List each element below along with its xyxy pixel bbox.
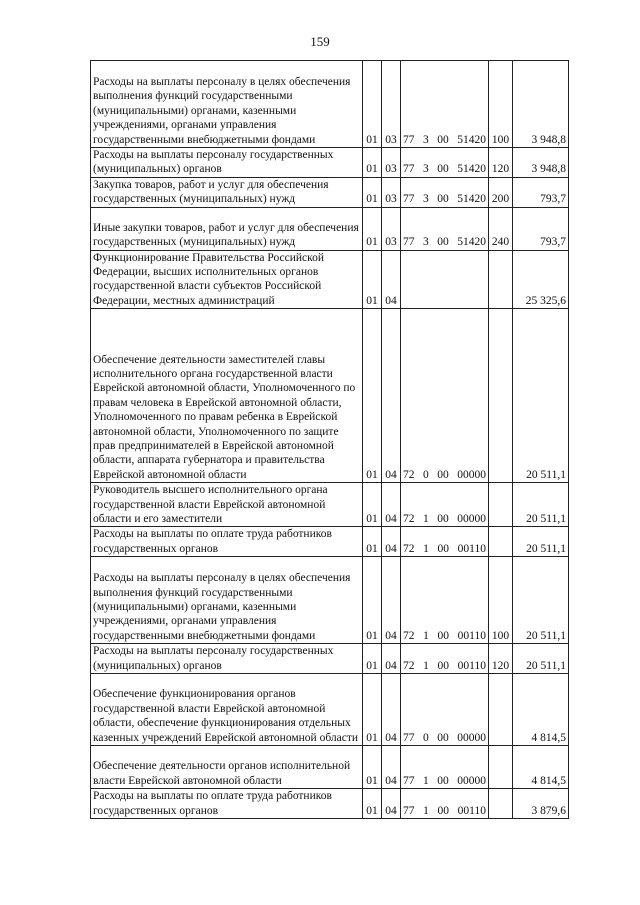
target-article-part: 1 (423, 804, 429, 817)
expense-type-cell (489, 250, 513, 309)
expense-name-cell: Руководитель высшего исполнительного органа государственной власти Еврейской автономной области и его заместители (91, 483, 363, 527)
target-article-part: 77 (403, 774, 415, 787)
target-article-part: 0 (423, 468, 429, 481)
table-row (91, 207, 569, 250)
section-code-cell: 01 (363, 789, 382, 819)
expense-type-cell (489, 483, 513, 527)
target-article-cell (401, 177, 489, 207)
target-article-part: 51420 (457, 133, 486, 146)
table-row (91, 177, 569, 207)
expense-type-cell: 100 (489, 61, 513, 148)
target-article-cell (401, 148, 489, 178)
target-article-part: 00110 (457, 542, 486, 555)
target-article-part: 00 (437, 731, 449, 744)
target-article-part: 1 (423, 659, 429, 672)
table-row (91, 309, 569, 483)
subsection-code-cell: 04 (382, 557, 401, 644)
section-code-cell: 01 (363, 644, 382, 674)
expense-type-cell (489, 309, 513, 483)
amount-cell: 20 511,1 (513, 644, 569, 674)
target-article-part: 77 (403, 804, 415, 817)
target-article-part: 0 (423, 731, 429, 744)
target-article-part: 00 (437, 193, 449, 206)
amount-cell: 20 511,1 (513, 483, 569, 527)
subsection-code-cell: 04 (382, 746, 401, 789)
subsection-code-cell: 04 (382, 674, 401, 746)
target-article-part: 00 (437, 629, 450, 642)
subsection-code-cell: 03 (382, 177, 401, 207)
target-article-part: 51420 (457, 236, 486, 249)
expense-type-cell: 100 (489, 557, 513, 644)
budget-table-body (91, 61, 569, 819)
target-article-part: 00110 (457, 659, 486, 672)
target-article-cell (401, 557, 489, 644)
target-article-part: 00 (437, 468, 449, 481)
expense-type-cell (489, 746, 513, 789)
subsection-code-cell: 04 (382, 483, 401, 527)
target-article-cell (401, 61, 489, 148)
expense-name-cell: Расходы на выплаты по оплате труда работников государственных органов (91, 789, 363, 819)
page-number: 159 (310, 34, 330, 49)
table-row (91, 483, 569, 527)
target-article-cell (401, 527, 489, 557)
target-article-part: 00 (437, 163, 449, 176)
amount-cell: 3 879,6 (513, 789, 569, 819)
target-article-part: 72 (403, 513, 415, 526)
amount-cell: 793,7 (513, 177, 569, 207)
target-article-part: 00000 (457, 731, 486, 744)
subsection-code-cell: 04 (382, 250, 401, 309)
target-article-part: 51420 (457, 193, 486, 206)
target-article-part: 77 (403, 193, 415, 206)
target-article-cell (401, 250, 489, 309)
target-article-part: 00 (437, 542, 450, 555)
expense-type-cell: 120 (489, 148, 513, 178)
target-article-part: 3 (423, 133, 429, 146)
amount-cell: 3 948,8 (513, 61, 569, 148)
table-row (91, 674, 569, 746)
table-row (91, 250, 569, 309)
table-row (91, 527, 569, 557)
expense-name-cell: Расходы на выплаты персоналу в целях обеспечения выполнения функций государственными (муниципальными) органами, казенными учреждениями, органами управления государственными внебюджетными фондами (91, 557, 363, 644)
target-article-cell (401, 746, 489, 789)
table-row (91, 746, 569, 789)
amount-cell: 793,7 (513, 207, 569, 250)
expense-type-cell (489, 789, 513, 819)
target-article-cell (401, 789, 489, 819)
table-row (91, 644, 569, 674)
section-code-cell: 01 (363, 483, 382, 527)
expense-name-cell: Расходы на выплаты персоналу государственных (муниципальных) органов (91, 644, 363, 674)
expense-type-cell (489, 527, 513, 557)
expense-name-cell: Обеспечение деятельности органов исполнительной власти Еврейской автономной области (91, 746, 363, 789)
target-article-cell (401, 207, 489, 250)
target-article-part: 00 (437, 236, 449, 249)
target-article-part: 3 (423, 163, 429, 176)
subsection-code-cell: 03 (382, 148, 401, 178)
expense-name-cell: Обеспечение деятельности заместителей главы исполнительного органа государственной власти Еврейской автономной области, Уполномоченного по правам человека в Еврейской автономной области, Уполномоченного по правам ребенка в Еврейской автономной области, Уполномоченного по защите прав предпринимателей в Еврейской автономной области, аппарата губернатора и правительства Еврейской автономной области (91, 309, 363, 483)
table-row (91, 557, 569, 644)
section-code-cell: 01 (363, 61, 382, 148)
expense-name-cell: Иные закупки товаров, работ и услуг для обеспечения государственных (муниципальных) нужд (91, 207, 363, 250)
subsection-code-cell: 03 (382, 61, 401, 148)
target-article-part: 3 (423, 193, 429, 206)
target-article-part: 00110 (457, 629, 486, 642)
target-article-part: 51420 (457, 163, 486, 176)
section-code-cell: 01 (363, 309, 382, 483)
target-article-part: 3 (423, 236, 429, 249)
amount-cell: 20 511,1 (513, 527, 569, 557)
subsection-code-cell: 03 (382, 207, 401, 250)
amount-cell: 25 325,6 (513, 250, 569, 309)
expense-type-cell: 120 (489, 644, 513, 674)
amount-cell: 20 511,1 (513, 309, 569, 483)
target-article-part: 72 (403, 468, 415, 481)
target-article-part: 00000 (457, 774, 486, 787)
target-article-cell (401, 644, 489, 674)
expense-type-cell (489, 674, 513, 746)
section-code-cell: 01 (363, 148, 382, 178)
section-code-cell: 01 (363, 557, 382, 644)
target-article-part: 00000 (457, 468, 486, 481)
target-article-part: 77 (403, 133, 415, 146)
expense-type-cell: 200 (489, 177, 513, 207)
target-article-part: 72 (403, 542, 415, 555)
subsection-code-cell: 04 (382, 789, 401, 819)
section-code-cell: 01 (363, 674, 382, 746)
expense-name-cell: Закупка товаров, работ и услуг для обеспечения государственных (муниципальных) нужд (91, 177, 363, 207)
budget-table (90, 60, 569, 819)
target-article-cell (401, 309, 489, 483)
target-article-part: 1 (423, 629, 429, 642)
section-code-cell: 01 (363, 177, 382, 207)
target-article-part: 00 (437, 513, 449, 526)
target-article-cell (401, 483, 489, 527)
amount-cell: 20 511,1 (513, 557, 569, 644)
target-article-part: 00 (437, 133, 449, 146)
table-row (91, 148, 569, 178)
subsection-code-cell: 04 (382, 309, 401, 483)
target-article-part: 00 (437, 774, 449, 787)
target-article-cell (401, 674, 489, 746)
amount-cell: 3 948,8 (513, 148, 569, 178)
subsection-code-cell: 04 (382, 644, 401, 674)
target-article-part: 77 (403, 163, 415, 176)
expense-name-cell: Расходы на выплаты персоналу в целях обеспечения выполнения функций государственными (муниципальными) органами, казенными учреждениями, органами управления государственными внебюджетными фондами (91, 61, 363, 148)
target-article-part: 1 (423, 774, 429, 787)
target-article-part: 77 (403, 236, 415, 249)
target-article-part: 00 (437, 804, 450, 817)
target-article-part: 77 (403, 731, 415, 744)
target-article-part: 00110 (457, 804, 486, 817)
target-article-part: 00 (437, 659, 450, 672)
expense-name-cell: Расходы на выплаты персоналу государственных (муниципальных) органов (91, 148, 363, 178)
target-article-part: 1 (423, 542, 429, 555)
section-code-cell: 01 (363, 527, 382, 557)
expense-name-cell: Функционирование Правительства Российской Федерации, высших исполнительных органов государственной власти субъектов Российской Федерации, местных администраций (91, 250, 363, 309)
expense-name-cell: Расходы на выплаты по оплате труда работников государственных органов (91, 527, 363, 557)
amount-cell: 4 814,5 (513, 674, 569, 746)
section-code-cell: 01 (363, 746, 382, 789)
section-code-cell: 01 (363, 207, 382, 250)
amount-cell: 4 814,5 (513, 746, 569, 789)
section-code-cell: 01 (363, 250, 382, 309)
target-article-part: 72 (403, 659, 415, 672)
table-row (91, 61, 569, 148)
target-article-part: 00000 (457, 513, 486, 526)
expense-type-cell: 240 (489, 207, 513, 250)
expense-name-cell: Обеспечение функционирования органов государственной власти Еврейской автономной области, обеспечение функционирования отдельных казенных учреждений Еврейской автономной области (91, 674, 363, 746)
table-row (91, 789, 569, 819)
target-article-part: 1 (423, 513, 429, 526)
subsection-code-cell: 04 (382, 527, 401, 557)
target-article-part: 72 (403, 629, 415, 642)
